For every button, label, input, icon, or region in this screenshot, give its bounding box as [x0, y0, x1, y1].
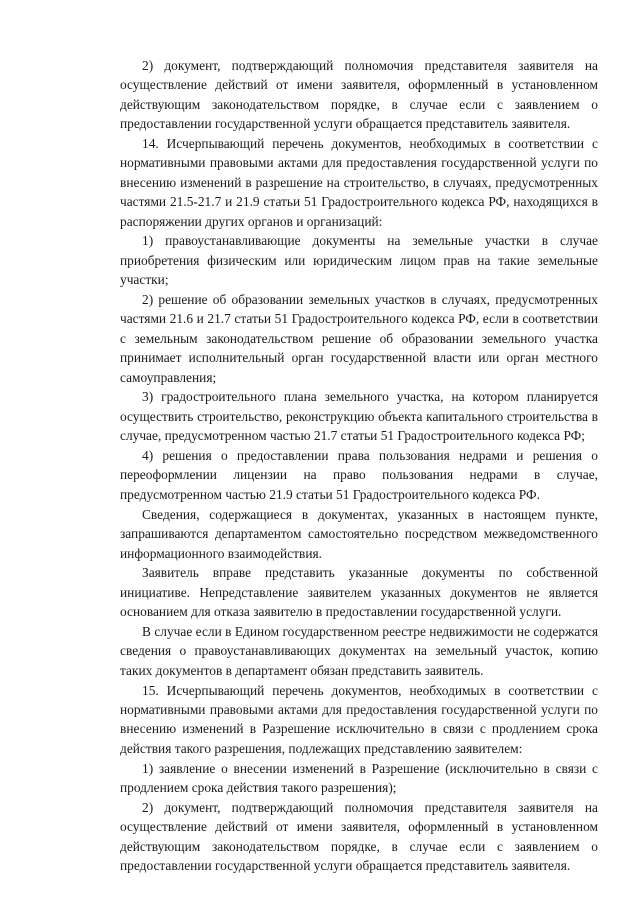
- paragraph-14-item-4: 4) решения о предоставлении права пользования недрами и решения о переоформлении лицензии на право пользования недрами в случае, предусмотренном частью 21.9 статьи 51 Градостроительного кодекса РФ.: [120, 448, 598, 502]
- paragraph-15-item-1: 1) заявление о внесении изменений в Разрешение (исключительно в связи с продлением срока действия такого разрешения);: [120, 760, 598, 795]
- paragraph-14-note-3: В случае если в Едином государственном реестре недвижимости не содержатся сведения о правоустанавливающих документах на земельный участок, копию таких документов в департамент обязан представить заявитель.: [120, 623, 598, 678]
- paragraph-14-heading: 14. Исчерпывающий перечень документов, необходимых в соответствии с нормативными правовыми актами для предоставления государственной услуги по внесению изменений в разрешение на строительство, в случаях, предусмотренных частями 21.5-21.7 и 21.9 статьи 51 Градостроительного кодекса РФ, находящихся в распоряжении других органов и организаций:: [120, 136, 598, 229]
- paragraph-14-note-2: Заявитель вправе представить указанные документы по собственной инициативе. Непредставление заявителем указанных документов не является основанием для отказа заявителю в предоставлении государственной услуги.: [120, 565, 598, 620]
- paragraph-15-heading: 15. Исчерпывающий перечень документов, необходимых в соответствии с нормативными правовыми актами для предоставления государственной услуги по внесению изменений в Разрешение исключительно в связи с продлением срока действия такого разрешения, подлежащих представлению заявителем:: [120, 682, 598, 756]
- paragraph-14-item-2: 2) решение об образовании земельных участков в случаях, предусмотренных частями 21.6 и 21.7 статьи 51 Градостроительного кодекса РФ, если в соответствии с земельным законодательством решение об образовании земельного участка принимает исполнительный орган государственной власти или орган местного самоуправления;: [120, 292, 598, 385]
- paragraph-14-item-3: 3) градостроительного плана земельного участка, на котором планируется осуществить строительство, реконструкцию объекта капитального строительства в случае, предусмотренном частью 21.7 статьи 51 Градостроительного кодекса РФ;: [120, 389, 598, 444]
- paragraph-15-item-2: 2) документ, подтверждающий полномочия представителя заявителя на осуществление действий от имени заявителя, оформленный в установленном действующим законодательством порядке, в случае если с заявлением о предоставлении государственной услуги обращается представитель заявителя.: [120, 799, 598, 873]
- paragraph-14-note-1: Сведения, содержащиеся в документах, указанных в настоящем пункте, запрашиваются департаментом самостоятельно посредством межведомственного информационного взаимодействия.: [120, 506, 598, 561]
- paragraph-14-item-1: 1) правоустанавливающие документы на земельные участки в случае приобретения физическим или юридическим лицом прав на такие земельные участки;: [120, 233, 598, 288]
- paragraph-13-item-2: 2) документ, подтверждающий полномочия представителя заявителя на осуществление действий от имени заявителя, оформленный в установленном действующим законодательством порядке, в случае если с заявлением о предоставлении государственной услуги обращается представитель заявителя.: [120, 58, 598, 132]
- document-page: [120, 56, 598, 876]
